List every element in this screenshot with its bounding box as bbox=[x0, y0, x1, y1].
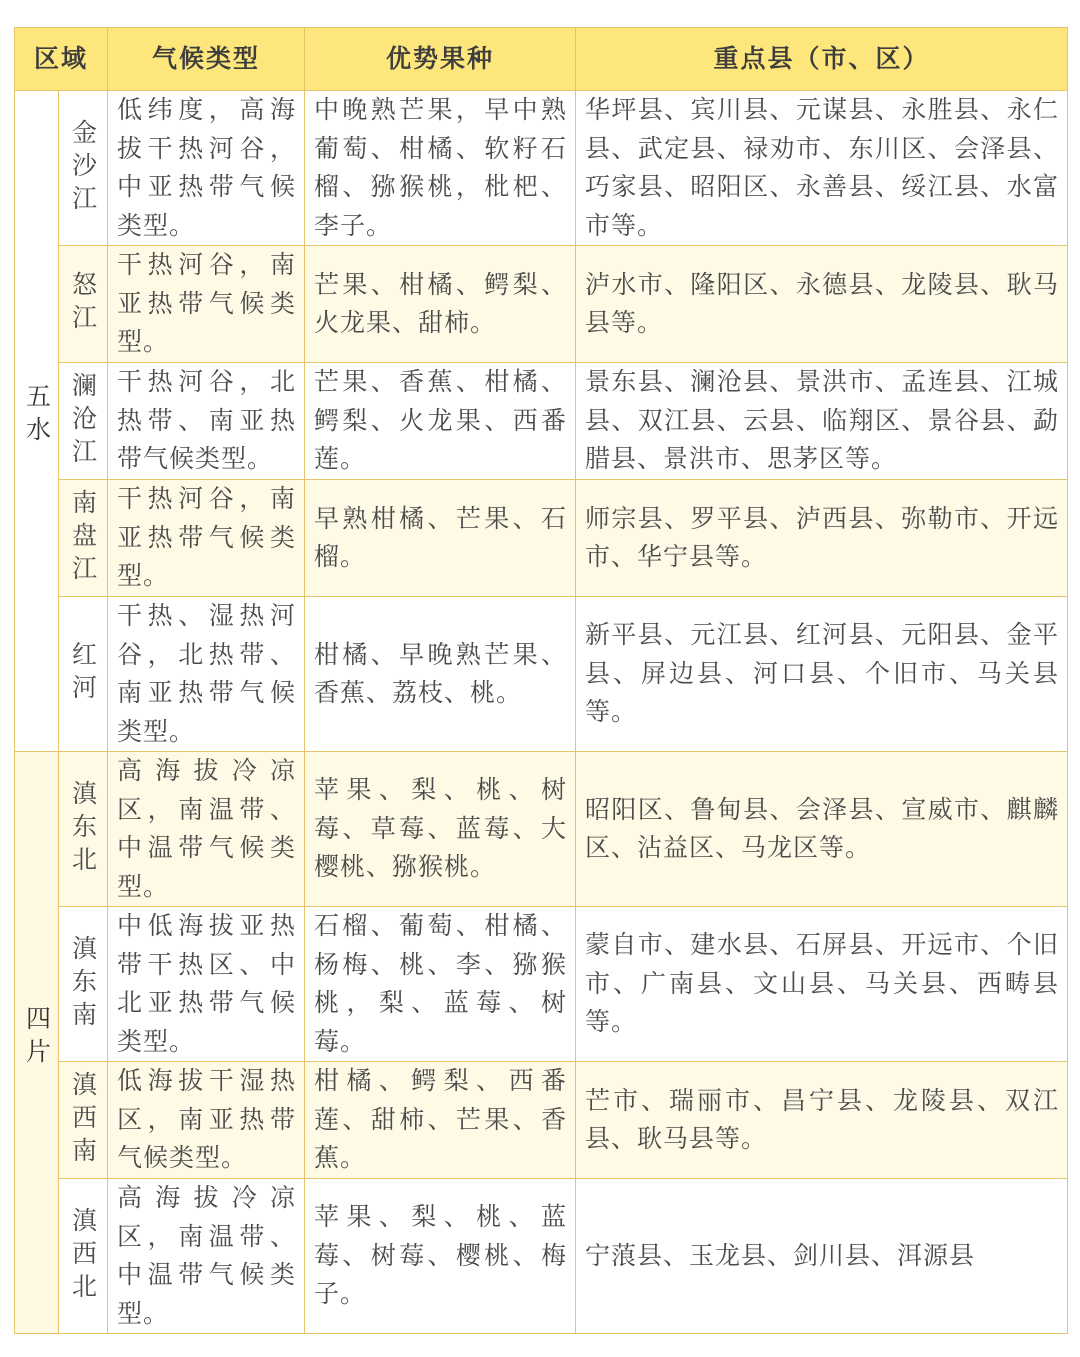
table-header-row bbox=[15, 28, 1068, 91]
county-cell: 昭阳区、鲁甸县、会泽县、宣威市、麒麟区、沾益区、马龙区等。 bbox=[576, 752, 1068, 907]
region-group-sipian: 四片 bbox=[15, 752, 59, 1334]
header-region: 区域 bbox=[15, 28, 108, 91]
county-cell: 师宗县、罗平县、泸西县、弥勒市、开远市、华宁县等。 bbox=[576, 480, 1068, 597]
county-cell: 蒙自市、建水县、石屏县、开远市、个旧市、广南县、文山县、马关县、西畴县等。 bbox=[576, 907, 1068, 1062]
sub-region-cell: 滇东北 bbox=[59, 752, 108, 907]
table-row bbox=[15, 246, 1068, 363]
table-row bbox=[15, 480, 1068, 597]
climate-cell: 低海拔干湿热区，南亚热带气候类型。 bbox=[108, 1062, 305, 1179]
fruit-cell: 早熟柑橘、芒果、石榴。 bbox=[305, 480, 576, 597]
fruit-cell: 柑橘、早晚熟芒果、香蕉、荔枝、桃。 bbox=[305, 597, 576, 752]
sub-region-cell: 怒江 bbox=[59, 246, 108, 363]
table-row bbox=[15, 1062, 1068, 1179]
climate-cell: 中低海拔亚热带干热区、中北亚热带气候类型。 bbox=[108, 907, 305, 1062]
region-group-wushui: 五水 bbox=[15, 91, 59, 752]
climate-cell: 高海拔冷凉区，南温带、中温带气候类型。 bbox=[108, 1179, 305, 1334]
fruit-cell: 苹果、梨、桃、树莓、草莓、蓝莓、大樱桃、猕猴桃。 bbox=[305, 752, 576, 907]
header-climate: 气候类型 bbox=[108, 28, 305, 91]
county-cell: 景东县、澜沧县、景洪市、孟连县、江城县、双江县、云县、临翔区、景谷县、勐腊县、景洪市、思茅区等。 bbox=[576, 363, 1068, 480]
climate-cell: 低纬度，高海拔干热河谷，中亚热带气候类型。 bbox=[108, 91, 305, 246]
header-county: 重点县（市、区） bbox=[576, 28, 1068, 91]
sub-region-cell: 红河 bbox=[59, 597, 108, 752]
sub-region-cell: 南盘江 bbox=[59, 480, 108, 597]
fruit-cell: 芒果、柑橘、鳄梨、火龙果、甜柿。 bbox=[305, 246, 576, 363]
climate-cell: 干热、湿热河谷，北热带、南亚热带气候类型。 bbox=[108, 597, 305, 752]
climate-cell: 干热河谷，南亚热带气候类型。 bbox=[108, 480, 305, 597]
table-row bbox=[15, 91, 1068, 246]
fruit-cell: 柑橘、鳄梨、西番莲、甜柿、芒果、香蕉。 bbox=[305, 1062, 576, 1179]
county-cell: 泸水市、隆阳区、永德县、龙陵县、耿马县等。 bbox=[576, 246, 1068, 363]
table-row bbox=[15, 1179, 1068, 1334]
table-row bbox=[15, 752, 1068, 907]
county-cell: 新平县、元江县、红河县、元阳县、金平县、屏边县、河口县、个旧市、马关县等。 bbox=[576, 597, 1068, 752]
sub-region-cell: 滇西北 bbox=[59, 1179, 108, 1334]
sub-region-cell: 滇东南 bbox=[59, 907, 108, 1062]
climate-cell: 干热河谷，南亚热带气候类型。 bbox=[108, 246, 305, 363]
sub-region-cell: 澜沧江 bbox=[59, 363, 108, 480]
sub-region-cell: 滇西南 bbox=[59, 1062, 108, 1179]
fruit-cell: 石榴、葡萄、柑橘、杨梅、桃、李、猕猴桃，梨、蓝莓、树莓。 bbox=[305, 907, 576, 1062]
table-row bbox=[15, 363, 1068, 480]
climate-cell: 干热河谷，北热带、南亚热带气候类型。 bbox=[108, 363, 305, 480]
climate-cell: 高海拔冷凉区，南温带、中温带气候类型。 bbox=[108, 752, 305, 907]
fruit-cell: 芒果、香蕉、柑橘、鳄梨、火龙果、西番莲。 bbox=[305, 363, 576, 480]
fruit-region-table-container bbox=[14, 27, 1067, 1334]
fruit-region-table bbox=[14, 27, 1068, 1334]
fruit-cell: 中晚熟芒果，早中熟葡萄、柑橘、软籽石榴、猕猴桃，枇杷、李子。 bbox=[305, 91, 576, 246]
sub-region-cell: 金沙江 bbox=[59, 91, 108, 246]
header-fruit: 优势果种 bbox=[305, 28, 576, 91]
county-cell: 华坪县、宾川县、元谋县、永胜县、永仁县、武定县、禄劝市、东川区、会泽县、巧家县、昭阳区、永善县、绥江县、水富市等。 bbox=[576, 91, 1068, 246]
county-cell: 芒市、瑞丽市、昌宁县、龙陵县、双江县、耿马县等。 bbox=[576, 1062, 1068, 1179]
fruit-cell: 苹果、梨、桃、蓝莓、树莓、樱桃、梅子。 bbox=[305, 1179, 576, 1334]
table-row bbox=[15, 597, 1068, 752]
table-row bbox=[15, 907, 1068, 1062]
county-cell: 宁蒗县、玉龙县、剑川县、洱源县 bbox=[576, 1179, 1068, 1334]
